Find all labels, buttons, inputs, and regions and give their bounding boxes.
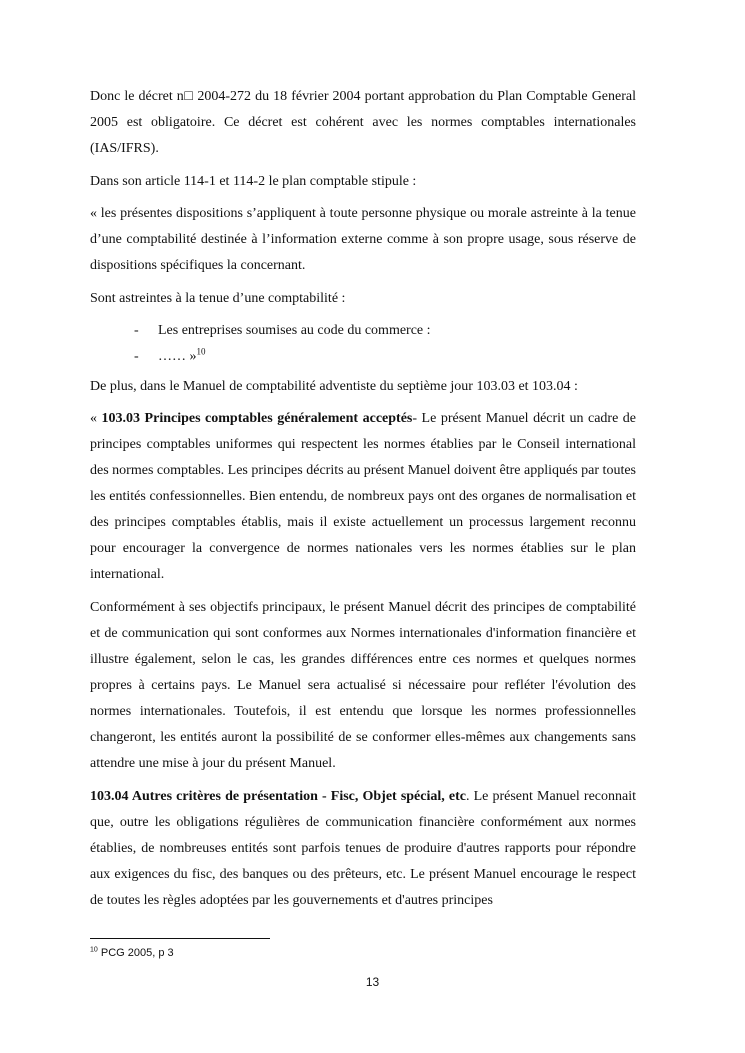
footnote [90, 946, 174, 960]
document-body [90, 84, 636, 921]
paragraph-astreintes: Sont astreintes à la tenue d’une comptabilité : [90, 291, 346, 306]
list-dash: - [134, 323, 139, 338]
quote-open: « [90, 411, 102, 426]
page-number: 13 [365, 975, 380, 989]
footnote-text: PCG 2005, p 3 [97, 947, 174, 959]
list-item [90, 318, 636, 344]
paragraph-quote-dispositions: « les présentes dispositions s’appliquent à toute personne physique ou morale astreinte à la tenue d’une comptabilité destinée à l’information externe comme à son propre usage, sous réserve de dispositions spécifiques la concernant. [90, 206, 636, 273]
paragraph-manuel-intro: De plus, dans le Manuel de comptabilité adventiste du septième jour 103.03 et 103.04 : [90, 379, 578, 394]
list-item-text: …… » [158, 349, 197, 364]
paragraph-objectifs: Conformément à ses objectifs principaux, le présent Manuel décrit des principes de comptabilité et de communication qui sont conformes aux Normes internationales d'information financière et illustre également, selon le cas, les grandes différences entre ces normes et quelques normes propres à certains pays. Le Manuel sera actualisé si nécessaire pour refléter l'évolution des normes internationales. Toutefois, il est entendu que lorsque les normes professionnelles changeront, les entités auront la possibilité de se conformer elles-mêmes aux changements sans attendre une mise à jour du présent Manuel. [90, 600, 636, 771]
paragraph-section-103-03 [90, 406, 636, 588]
list-dash: - [134, 349, 139, 364]
astreintes-list [90, 318, 636, 370]
section-heading-103-03: 103.03 Principes comptables généralement acceptés [101, 411, 413, 426]
paragraph-decree: Donc le décret n□ 2004-272 du 18 février 2004 portant approbation du Plan Comptable General 2005 est obligatoire. Ce décret est cohérent avec les normes comptables internationales (IAS/IFRS). [90, 89, 636, 156]
footnote-separator [90, 938, 270, 939]
footnote-reference: 10 [196, 346, 206, 357]
paragraph-article-intro: Dans son article 114-1 et 114-2 le plan comptable stipule : [90, 174, 417, 189]
footnote-number: 10 [90, 946, 98, 954]
section-text-103-04: . Le présent Manuel reconnait que, outre les obligations régulières de communication financière conformément aux normes établies, de nombreuses entités sont parfois tenues de produire d'autres rapports pour répondre aux exigences du fisc, des banques ou des prêteurs, etc. Le présent Manuel encourage le respect de toutes les règles adoptées par les gouvernements et d'autres principes [90, 789, 637, 908]
paragraph-section-103-04 [90, 784, 636, 914]
list-item-text: Les entreprises soumises au code du commerce : [158, 323, 431, 338]
list-item [90, 344, 636, 370]
section-text-103-03: - Le présent Manuel décrit un cadre de principes comptables uniformes qui respectent les normes établies par le Conseil international des normes comptables. Les principes décrits au présent Manuel doivent être appliqués par toutes les entités confessionnelles. Bien entendu, de nombreux pays ont des organes de normalisation et des principes comptables établis, mais il existe actuellement un processus largement reconnu pour encourager la convergence de normes nationales vers les normes établies sur le plan international. [90, 411, 637, 582]
section-heading-103-04: 103.04 Autres critères de présentation - Fisc, Objet spécial, etc [90, 789, 466, 804]
